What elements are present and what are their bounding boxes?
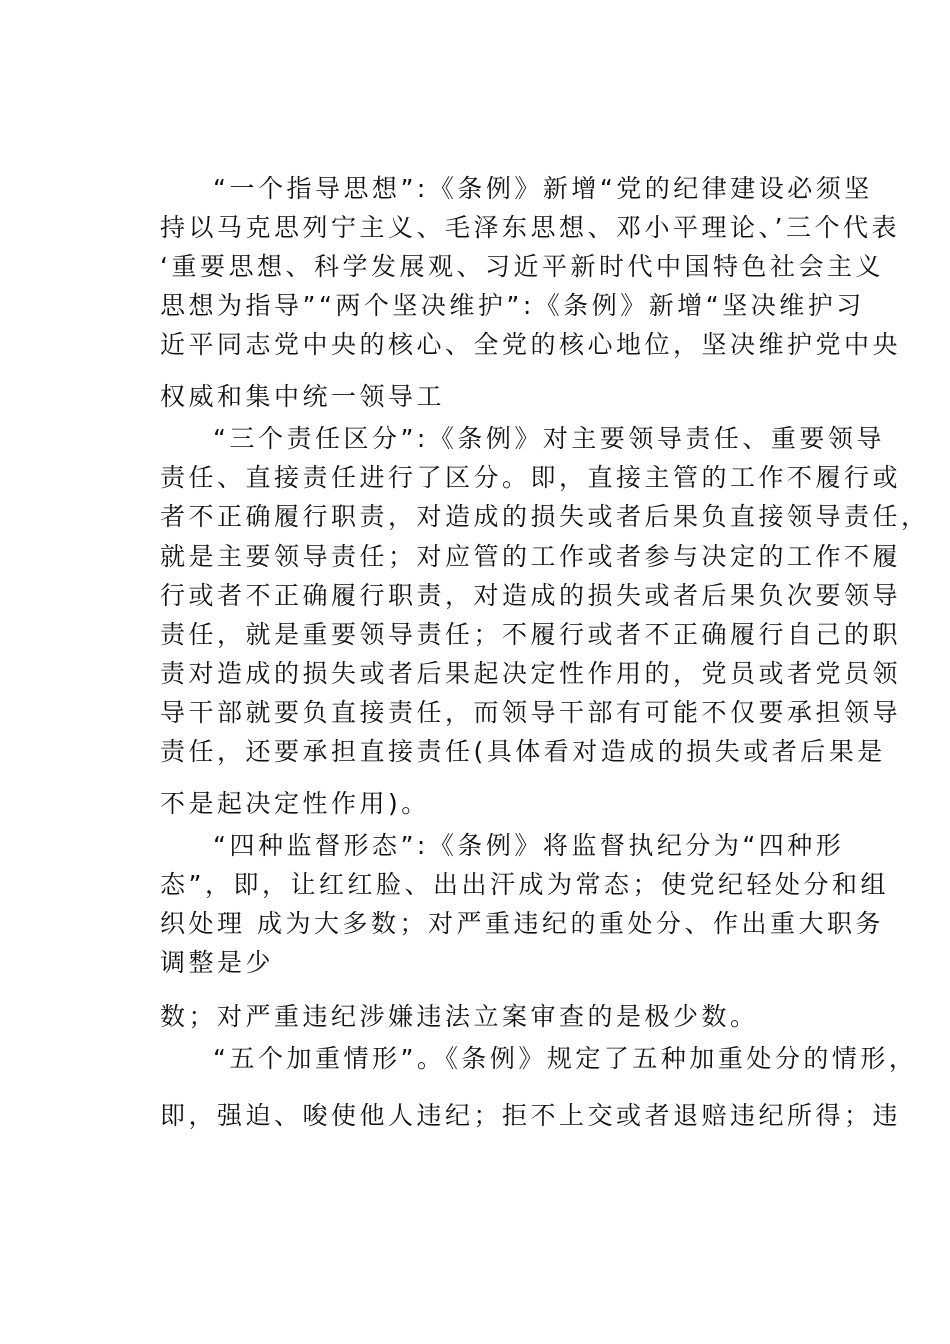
text-line: 就是主要领导责任；对应管的工作或者参与决定的工作不履: [160, 542, 902, 571]
text-line: “一个指导思想”:《条例》新增“党的纪律建设必须坚: [213, 174, 873, 203]
text-line: 数；对严重违纪涉嫌违法立案审查的是极少数。: [160, 1002, 759, 1031]
text-line: 织处理 成为大多数；对严重违纪的重处分、作出重大职务: [160, 909, 884, 938]
text-line: 权威和集中统一领导工: [160, 382, 446, 411]
text-line: 责任，就是重要领导责任；不履行或者不正确履行自己的职: [160, 620, 902, 649]
text-line: 即，强迫、唆使他人违纪；拒不上交或者退赔违纪所得；违: [160, 1101, 902, 1130]
text-line: 态”，即，让红红脸、出出汗成为常态；使党纪轻处分和组: [160, 870, 889, 899]
text-line: 近平同志党中央的核心、全党的核心地位，坚决维护党中央: [160, 330, 902, 359]
text-line: 责任，还要承担直接责任(具体看对造成的损失或者后果是: [160, 737, 886, 766]
text-line: 持以马克思列宁主义、毛泽东思想、邓小平理论、’三个代表: [160, 213, 900, 242]
text-line: ‘重要思想、科学发展观、习近平新时代中国特色社会主义: [160, 252, 884, 281]
text-line: 行或者不正确履行职责，对造成的损失或者后果负次要领导: [160, 581, 902, 610]
text-line: 调整是少: [160, 948, 275, 977]
text-line: 责对造成的损失或者后果起决定性作用的，党员或者党员领: [160, 659, 902, 688]
text-line: “四种监督形态”:《条例》将监督执纪分为“四种形: [213, 831, 845, 860]
text-line: 责任、直接责任进行了区分。即，直接主管的工作不履行或: [160, 463, 902, 492]
text-line: 导干部就要负直接责任，而领导干部有可能不仅要承担领导: [160, 698, 902, 727]
text-line: 者不正确履行职责，对造成的损失或者后果负直接领导责任，: [160, 502, 930, 531]
text-line: 不是起决定性作用)。: [160, 789, 430, 818]
text-line: “五个加重情形”。《条例》规定了五种加重处分的情形，: [213, 1044, 918, 1073]
text-line: 思想为指导”“两个坚决维护”:《条例》新增“坚决维护习: [160, 291, 865, 320]
text-line: “三个责任区分”:《条例》对主要领导责任、重要领导: [213, 424, 885, 453]
